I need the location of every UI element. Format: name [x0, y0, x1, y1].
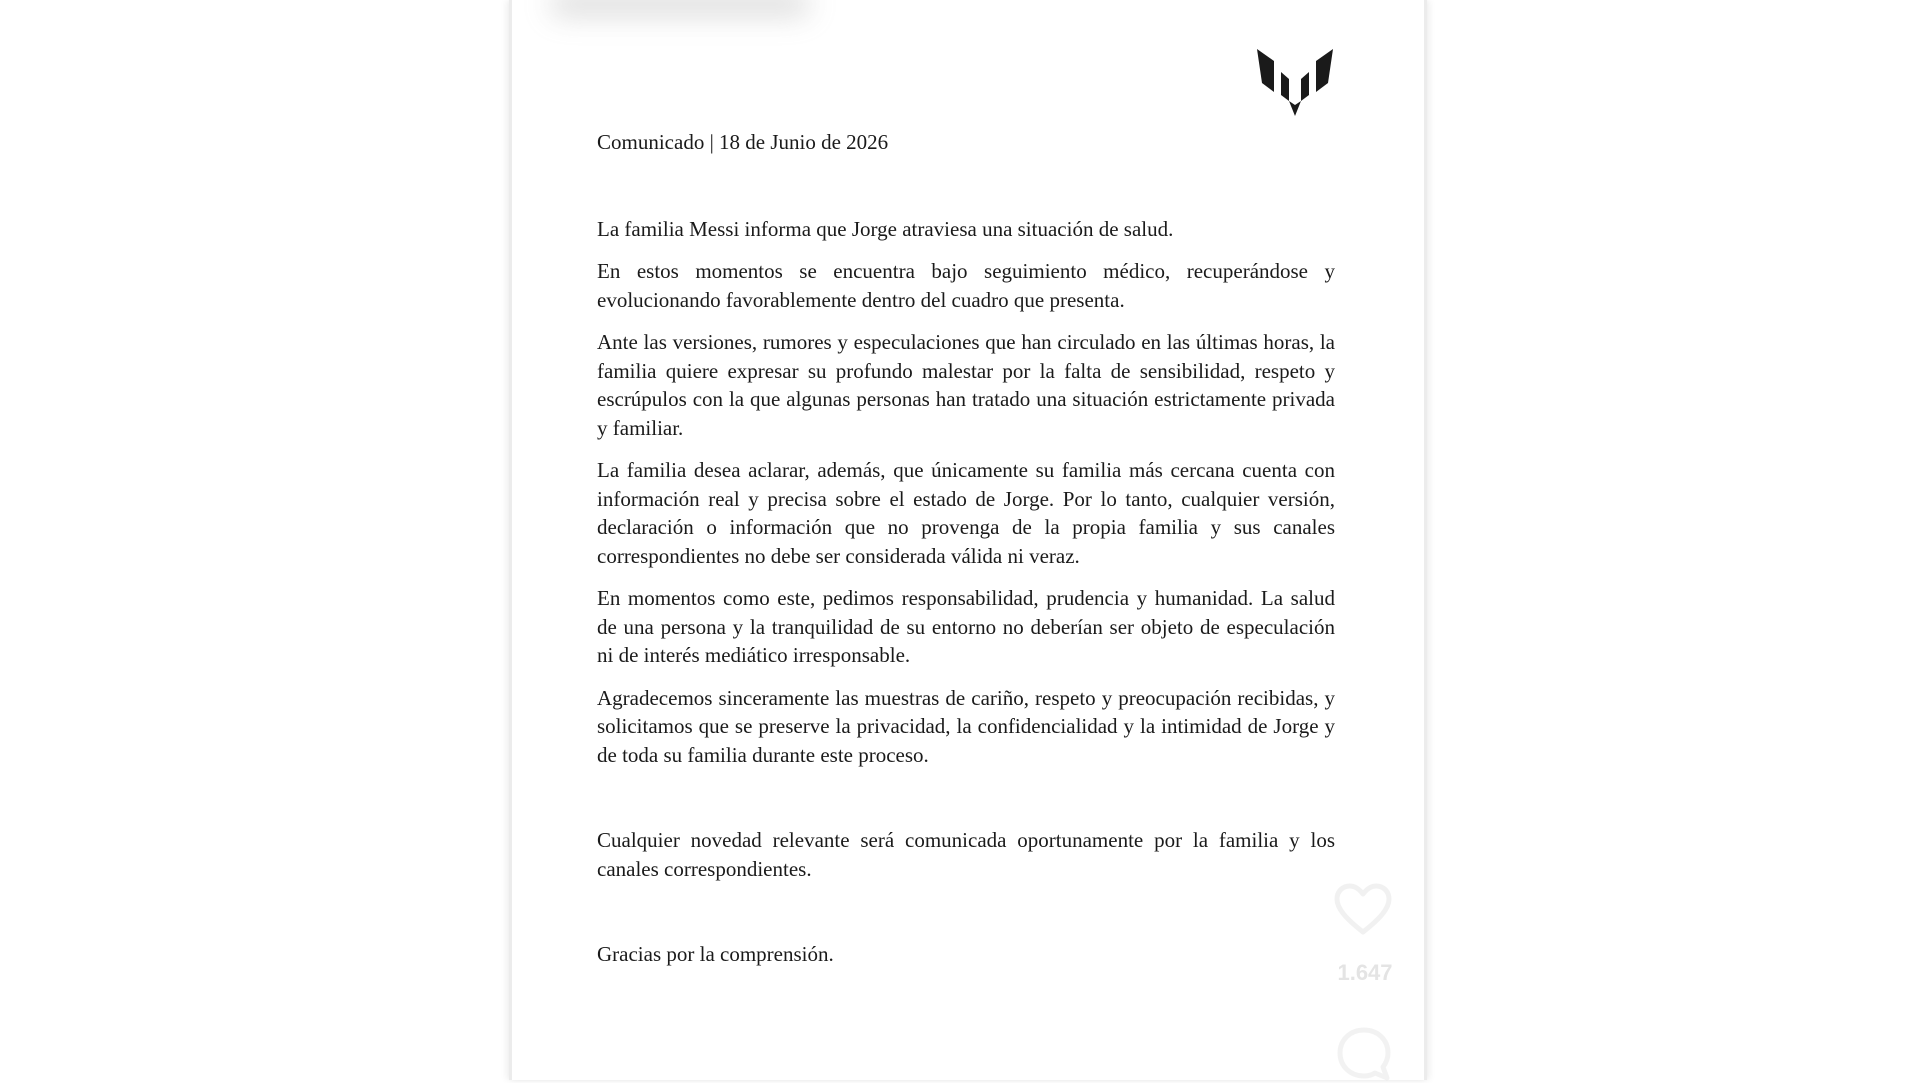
paragraph-2: En estos momentos se encuentra bajo seguimiento médico, recuperándose y evolucionando favorablemente dentro del cuadro que presenta. — [597, 259, 1335, 312]
page-left-edge — [509, 0, 512, 1080]
paragraph-6: Agradecemos sinceramente las muestras de cariño, respeto y preocupación recibidas, y solicitamos que se preserve la privacidad, la confidencialidad y la intimidad de Jorge y de toda su familia durante este proceso. — [597, 685, 1335, 767]
heart-icon[interactable] — [1333, 880, 1393, 940]
statement-header: Comunicado | 18 de Junio de 2026 — [597, 130, 889, 154]
page-right-edge — [1424, 0, 1427, 1080]
paragraph-4: La familia desea aclarar, además, que únicamente su familia más cercana cuenta con información real y precisa sobre el estado de Jorge. Por lo tanto, cualquier versión, declaración o información que no provenga de la propia familia y sus canales correspondientes no debe ser considerada válida ni veraz. — [597, 458, 1335, 568]
paragraph-5: En momentos como este, pedimos responsabilidad, prudencia y humanidad. La salud de una persona y la tranquilidad de su entorno no deberían ser objeto de especulación ni de interés mediático irresponsable. — [597, 586, 1335, 667]
paragraph-7: Cualquier novedad relevante será comunicada oportunamente por la familia y los canales correspondientes. — [597, 828, 1335, 881]
statement-body — [597, 128, 1335, 969]
comment-icon[interactable] — [1335, 1025, 1393, 1083]
paragraph-3: Ante las versiones, rumores y especulaciones que han circulado en las últimas horas, la familia quiere expresar su profundo malestar por la falta de sensibilidad, respeto y escrúpulos con la que algunas personas han tratado una situación estrictamente privada y familiar. — [597, 330, 1335, 440]
messi-logo-icon — [1255, 45, 1335, 117]
closing-line: Gracias por la comprensión. — [597, 942, 834, 966]
paragraph-1: La familia Messi informa que Jorge atraviesa una situación de salud. — [597, 216, 1174, 241]
like-count: 1.647 — [1337, 960, 1393, 985]
blurred-header-strip — [550, 0, 810, 16]
